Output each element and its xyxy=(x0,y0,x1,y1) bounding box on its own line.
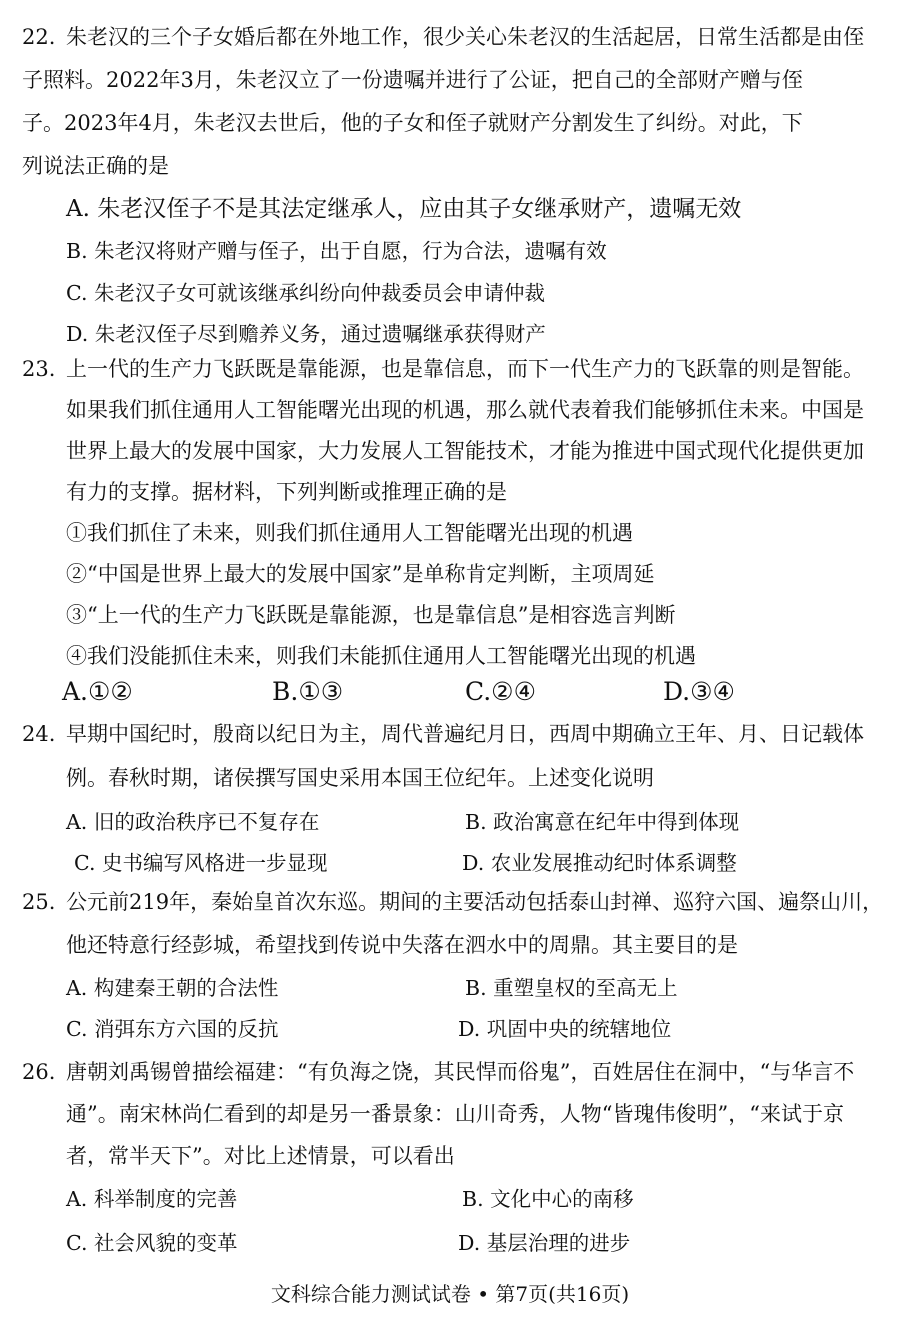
question-stem-line: 列说法正确的是 xyxy=(22,154,169,178)
statement-3: ③“上一代的生产力飞跃既是靠能源，也是靠信息”是相容选言判断 xyxy=(66,603,676,627)
option-b: B.①③ xyxy=(272,677,344,706)
page-footer: 文科综合能力测试试卷 • 第7页(共16页) xyxy=(270,1282,630,1306)
option-a: A. 旧的政治秩序已不复存在 xyxy=(66,810,320,834)
option-a: A.①② xyxy=(62,677,133,706)
option-a: A. 科举制度的完善 xyxy=(66,1187,238,1211)
option-a: A. 朱老汉侄子不是其法定继承人，应由其子女继承财产，遗嘱无效 xyxy=(66,196,742,222)
statement-4: ④我们没能抓住未来，则我们未能抓住通用人工智能曙光出现的机遇 xyxy=(66,644,696,668)
question-stem-line: 他还特意行经彭城，希望找到传说中失落在泗水中的周鼎。其主要目的是 xyxy=(66,933,738,957)
option-b: B. 政治寓意在纪年中得到体现 xyxy=(465,810,740,834)
question-stem-line: 者，常半天下”。对比上述情景，可以看出 xyxy=(66,1144,455,1168)
question-stem-line: 朱老汉的三个子女婚后都在外地工作，很少关心朱老汉的生活起居，日常生活都是由侄 xyxy=(66,25,864,49)
question-number: 22. xyxy=(22,25,56,49)
question-stem-line: 公元前219年，秦始皇首次东巡。期间的主要活动包括泰山封禅、巡狩六国、遍祭山川， xyxy=(66,890,884,914)
question-number: 25. xyxy=(22,890,56,914)
question-stem-line: 例。春秋时期，诸侯撰写国史采用本国王位纪年。上述变化说明 xyxy=(66,766,654,790)
option-c: C.②④ xyxy=(465,677,537,706)
option-d: D. 巩固中央的统辖地位 xyxy=(458,1017,672,1041)
option-b: B. 重塑皇权的至高无上 xyxy=(465,976,678,1000)
question-number: 26. xyxy=(22,1060,56,1084)
question-stem-line: 上一代的生产力飞跃既是靠能源，也是靠信息，而下一代生产力的飞跃靠的则是智能。 xyxy=(66,357,864,381)
question-stem-line: 早期中国纪时，殷商以纪日为主，周代普遍纪月日，西周中期确立王年、月、日记载体 xyxy=(66,722,864,746)
option-b: B. 文化中心的南移 xyxy=(462,1187,634,1211)
question-number: 24. xyxy=(22,722,56,746)
option-d: D. 基层治理的进步 xyxy=(458,1231,631,1255)
option-b: B. 朱老汉将财产赠与侄子，出于自愿，行为合法，遗嘱有效 xyxy=(66,239,607,263)
option-c: C. 史书编写风格进一步显现 xyxy=(74,851,328,875)
statement-2: ②“中国是世界上最大的发展中国家”是单称肯定判断，主项周延 xyxy=(66,562,655,586)
question-stem-line: 世界上最大的发展中国家，大力发展人工智能技术，才能为推进中国式现代化提供更加 xyxy=(66,439,864,463)
question-stem-line: 子照料。2022年3月，朱老汉立了一份遗嘱并进行了公证，把自己的全部财产赠与侄 xyxy=(22,68,803,92)
option-c: C. 社会风貌的变革 xyxy=(66,1231,238,1255)
question-stem-line: 唐朝刘禹锡曾描绘福建：“有负海之饶，其民悍而俗鬼”，百姓居住在洞中，“与华言不 xyxy=(66,1060,855,1084)
option-d: D. 朱老汉侄子尽到赡养义务，通过遗嘱继承获得财产 xyxy=(66,322,546,346)
option-d: D.③④ xyxy=(663,677,735,706)
option-c: C. 消弭东方六国的反抗 xyxy=(66,1017,279,1041)
option-c: C. 朱老汉子女可就该继承纠纷向仲裁委员会申请仲裁 xyxy=(66,281,545,305)
question-number: 23. xyxy=(22,357,56,381)
question-stem-line: 如果我们抓住通用人工智能曙光出现的机遇，那么就代表着我们能够抓住未来。中国是 xyxy=(66,398,864,422)
option-d: D. 农业发展推动纪时体系调整 xyxy=(462,851,737,875)
statement-1: ①我们抓住了未来，则我们抓住通用人工智能曙光出现的机遇 xyxy=(66,521,633,545)
question-stem-line: 子。2023年4月，朱老汉去世后，他的子女和侄子就财产分割发生了纠纷。对此，下 xyxy=(22,111,803,135)
option-a: A. 构建秦王朝的合法性 xyxy=(66,976,279,1000)
question-stem-line: 有力的支撑。据材料，下列判断或推理正确的是 xyxy=(66,480,507,504)
question-stem-line: 通”。南宋林尚仁看到的却是另一番景象：山川奇秀，人物“皆瑰伟俊明”，“来试于京 xyxy=(66,1102,844,1126)
